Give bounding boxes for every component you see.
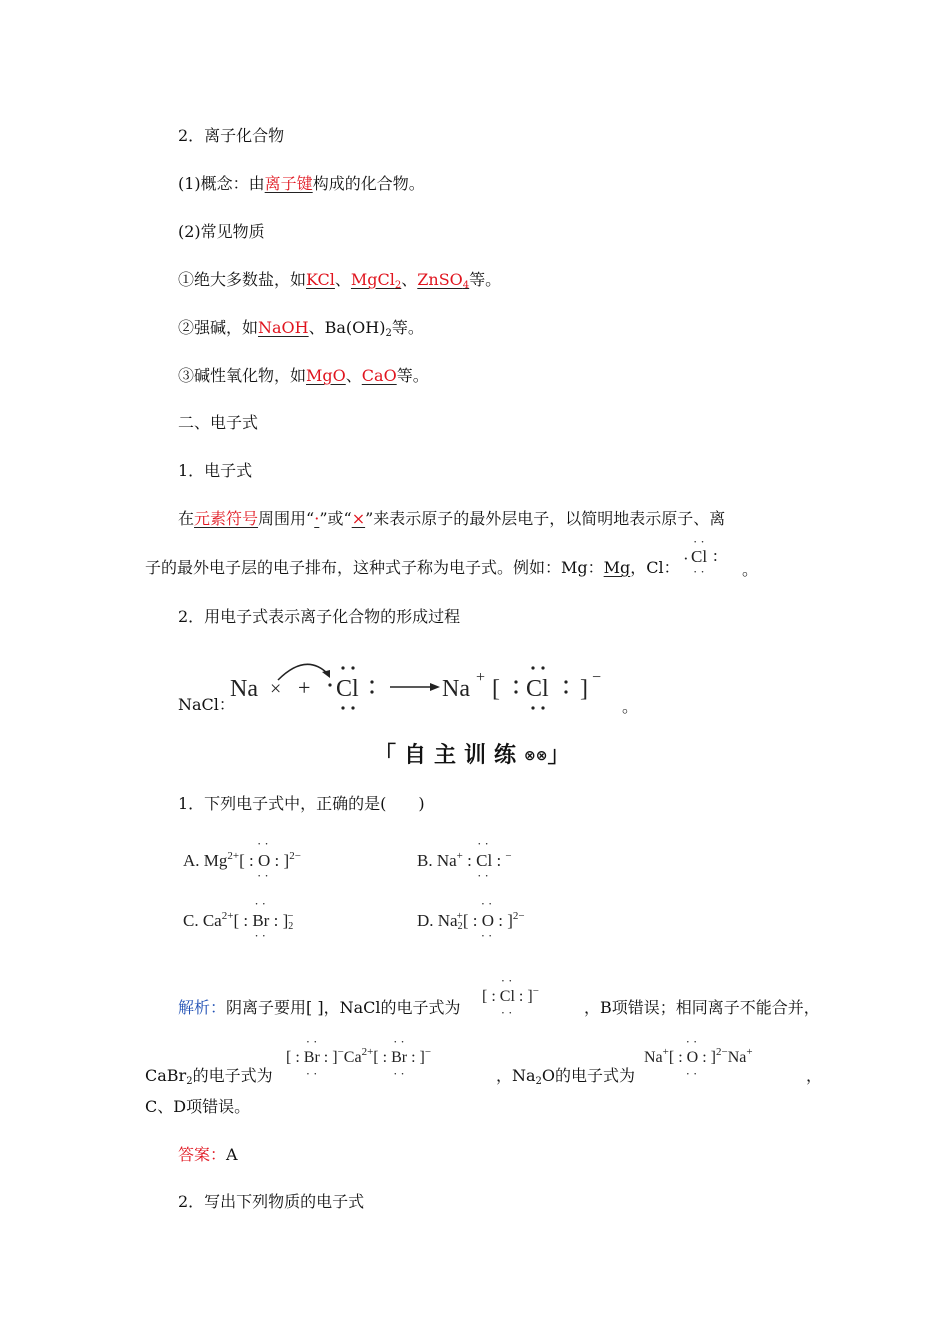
o-symbol: O ·· ·· [480,896,496,943]
p1-fill-symbol: 元素符号 [194,509,259,528]
p1-pre: 在 [178,509,195,528]
salt-kcl: KCl [306,270,335,289]
cl-symbol: Cl [691,547,708,566]
oxide-mgo: MgO [306,366,346,385]
option-d: D. $Na_2^+$[ : O ·· ·· : ]$^{2-}$ [417,896,525,943]
concept-pre: (1)概念：由 [178,174,265,193]
bracket-right: ] [580,676,588,702]
p1-mid2: ”或“ [319,509,352,528]
answer-label: 答案： [178,1145,227,1164]
cl-atom: Cl [336,676,359,702]
salt-mgcl: MgCl [350,270,395,289]
analysis-label: 解析： [178,998,227,1017]
oxide-line [178,366,429,386]
na-ion-charge: + [476,669,486,686]
analysis-line-2 [145,1066,273,1092]
salt-line [178,270,501,296]
common-substances: (2)常见物质 [178,222,265,241]
right-dots: : [713,546,718,565]
question-1: 1．下列电子式中，正确的是( ) [178,794,425,813]
nacl-end: 。 [622,697,639,716]
o-symbol: O ·· ·· [257,836,272,883]
sep: 、 [345,366,362,385]
base-line [178,318,424,344]
na-text: ，Na [496,1066,536,1085]
definition-line-1 [178,509,725,529]
p2-cl: ，Cl： [630,558,680,577]
heading-electron-formula-section: 二、电子式 [178,413,259,432]
top-dots: ·· [693,534,708,549]
heading-formation: 2．用电子式表示离子化合物的形成过程 [178,607,461,626]
option-a: A. $Mg^{2+}$[ : O ·· ·· : ]$^{2-}$ [183,836,301,883]
bracket-left: [ [492,676,500,702]
p1-dot: · [314,509,320,528]
nacl-label: NaCl： [178,695,235,714]
na-ion: Na [442,676,470,702]
br-symbol: Br ·· ·· [252,896,270,943]
br-symbol: Br [303,1049,320,1066]
analysis-2e: ， [806,1066,823,1085]
salt-mgcl2 [351,270,401,289]
o-symbol: O [686,1049,699,1066]
analysis-2b: 的电子式为 [192,1066,273,1085]
oxide-cao: CaO [361,366,397,385]
na2o-formula: Na+[ : O ·· ·· : ]$^{2-}$Na+ [644,1034,753,1081]
sub-2: 2 [535,1076,542,1087]
na-atom: Na [230,676,258,702]
cl-symbol: Cl ·· ·· [476,836,493,883]
analysis-2d: O的电子式为 [541,1066,636,1085]
analysis-text-1b: ，B项错误；相同离子不能合并， [584,998,820,1017]
banner-ornament-icon: ⊗⊗ [524,748,548,764]
oxide-post: 等。 [396,366,429,385]
heading-ionic-compound: 2．离子化合物 [178,126,285,145]
cl-ion: Cl [526,676,549,702]
p2-text: 子的最外电子层的电子排布，这种式子称为电子式。例如：Mg： [145,558,604,577]
p1-mid1: 周围用“ [258,509,315,528]
salt-znso: ZnSO [417,270,463,289]
concept-post: 构成的化合物。 [312,174,425,193]
analysis-line-1 [178,998,461,1018]
salt-post: 等。 [469,270,502,289]
left-dot: · [683,549,689,568]
banner-text: 「自主训练 [374,743,525,768]
cross-electron: × [270,678,282,700]
base-sub: 2 [385,328,392,339]
plus-sign: + [298,675,311,700]
sub-2: 2 [394,280,402,291]
salt-pre: ①绝大多数盐，如 [178,270,307,289]
cl-symbol: Cl [499,988,515,1005]
p2-mg: Mg [603,558,631,577]
base-post: 等。 [391,318,424,337]
reaction-arrowhead [430,683,440,691]
concept-fill: 离子键 [264,174,313,193]
option-d-label: D. Na [417,911,458,930]
cl-ion-charge: − [592,669,602,686]
sub-4: 4 [462,280,470,291]
option-b: B. Na+ : Cl ·· ·· : − [417,836,512,883]
sub-2: 2 [186,1076,193,1087]
bottom-dots: ·· [693,564,708,579]
base-naoh: NaOH [258,318,309,337]
option-b-label: B. Na [417,851,457,870]
nacl-formation-diagram [226,652,646,716]
analysis-line-3: C、D项错误。 [145,1097,251,1116]
answer-line [178,1145,238,1165]
question-2: 2．写出下列物质的电子式 [178,1192,365,1211]
base-mid: 、Ba(OH) [308,318,386,337]
option-a-label: A. Mg [183,851,228,870]
heading-electron-formula: 1．电子式 [178,461,253,480]
banner-end: 」 [547,743,578,768]
transfer-arrowhead [322,670,330,678]
base-pre: ②强碱，如 [178,318,259,337]
salt-znso4 [417,270,469,289]
br-symbol: Br [391,1049,408,1066]
analysis-text-1: 阴离子要用[ ]，NaCl的电子式为 [226,998,461,1017]
option-c-label: C. Ca [183,911,222,930]
answer-value: A [226,1145,238,1164]
definition-line-2 [145,558,680,578]
analysis-line-2c [496,1066,635,1092]
cl-dot-left [328,683,331,686]
cabr2-formula: [ : Br ·· ·· : ]$^-Ca^{2+}$[ : Br ·· ·· : ]− [286,1034,432,1081]
self-training-banner [374,738,578,769]
oxide-pre: ③碱性氧化物，如 [178,366,307,385]
p2-end: 。 [742,560,759,579]
sep: 、 [401,270,418,289]
cabr-text: CaBr [145,1066,187,1085]
sep: 、 [334,270,351,289]
p1-rest: ”来表示原子的最外层电子，以简明地表示原子、离 [365,509,726,528]
p1-cross: × [351,509,366,528]
option-c: C. $Ca^{2+}$[ : Br ·· ·· : ]$_2^-$ [183,896,294,943]
concept-line [178,174,425,194]
nacl-formula: [ : Cl ·· ·· : ]− [482,973,539,1020]
